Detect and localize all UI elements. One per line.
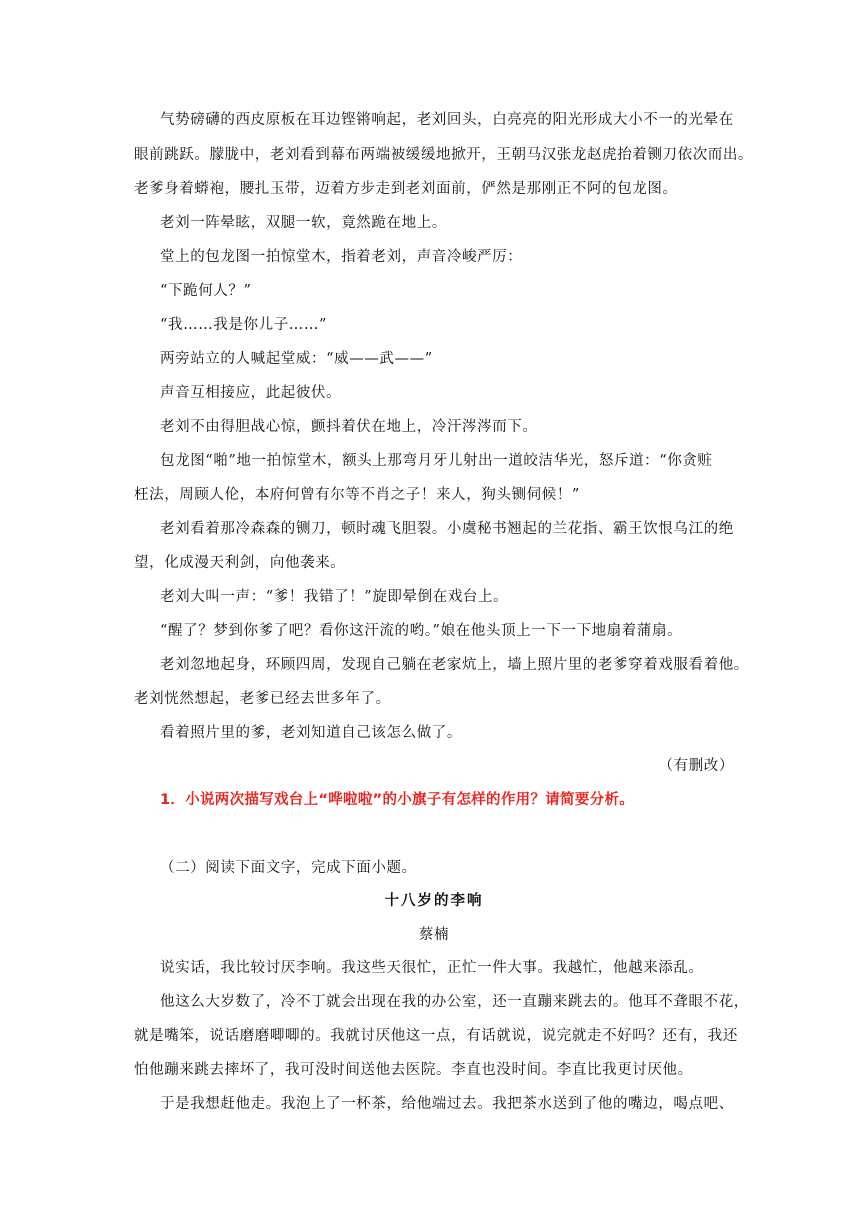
paragraph: 两旁站立的人喊起堂威：“威——武——” [160, 351, 433, 367]
paragraph-line: 望，化成漫天利剑，向他袭来。 [134, 555, 346, 571]
story-author: 蔡楠 [418, 927, 450, 943]
paragraph-line: 包龙图“啪”地一拍惊堂木，额头上那弯月牙儿射出一道皎洁华光，怒斥道：“你贪赃 [160, 453, 713, 469]
dialogue: “下跪何人？” [160, 283, 252, 299]
dialogue: “我……我是你儿子……” [160, 317, 328, 333]
paragraph-line: 老刘忽地起身，环顾四周，发现自己躺在老家炕上，墙上照片里的老爹穿着戏服看着他。 [160, 657, 749, 673]
question-1: 1．小说两次描写戏台上“哗啦啦”的小旗子有怎样的作用？请简要分析。 [160, 792, 635, 808]
edit-note: （有删改） [658, 758, 734, 774]
paragraph-line: 枉法，周顾人伦，本府何曾有尔等不肖之子！来人，狗头铡伺候！” [134, 487, 580, 503]
paragraph: 看着照片里的爹，老刘知道自己该怎么做了。 [160, 725, 462, 741]
paragraph-line: 怕他蹦来跳去摔坏了，我可没时间送他去医院。李直也没时间。李直比我更讨厌他。 [134, 1062, 693, 1078]
paragraph-line: 眼前跳跃。朦胧中，老刘看到幕布两端被缓缓地掀开，王朝马汉张龙赵虎抬着铡刀依次而出。 [134, 147, 754, 163]
story-title: 十八岁的李响 [384, 893, 484, 909]
paragraph: 说实话，我比较讨厌李响。我这些天很忙，正忙一件大事。我越忙，他越来添乱。 [160, 960, 704, 976]
paragraph-line: 就是嘴笨，说话磨磨唧唧的。我就讨厌他这一点，有话就说，说完就走不好吗？还有，我还 [134, 1028, 738, 1044]
paragraph-line: 老刘看着那冷森森的铡刀，顿时魂飞胆裂。小虞秘书翘起的兰花指、霸王饮恨乌江的绝 [160, 521, 734, 537]
paragraph: 于是我想赶他走。我泡上了一杯茶，给他端过去。我把茶水送到了他的嘴边，喝点吧、 [160, 1096, 734, 1112]
paragraph: 老刘不由得胆战心惊，颤抖着伏在地上，冷汗涔涔而下。 [160, 419, 538, 435]
paragraph-line: 气势磅礴的西皮原板在耳边铿锵响起，老刘回头，白亮亮的阳光形成大小不一的光晕在 [160, 112, 734, 128]
paragraph: 老刘大叫一声：“爹！我错了！”旋即晕倒在戏台上。 [160, 589, 509, 605]
paragraph-line: 老爹身着蟒袍，腰扎玉带，迈着方步走到老刘面前，俨然是那刚正不阿的包龙图。 [134, 181, 678, 197]
paragraph: “醒了？梦到你爹了吧？看你这汗流的哟。”娘在他头顶上一下一下地扇着蒲扇。 [160, 623, 683, 639]
paragraph-line: 老刘恍然想起，老爹已经去世多年了。 [134, 691, 391, 707]
paragraph: 堂上的包龙图一拍惊堂木，指着老刘，声音冷峻严厉： [160, 249, 523, 265]
section-instruction: （二）阅读下面文字，完成下面小题。 [160, 860, 417, 876]
paragraph: 声音互相接应，此起彼伏。 [160, 385, 342, 401]
paragraph-line: 他这么大岁数了，冷不丁就会出现在我的办公室，还一直蹦来跳去的。他耳不聋眼不花， [160, 994, 749, 1010]
paragraph: 老刘一阵晕眩，双腿一软，竟然跪在地上。 [160, 215, 447, 231]
